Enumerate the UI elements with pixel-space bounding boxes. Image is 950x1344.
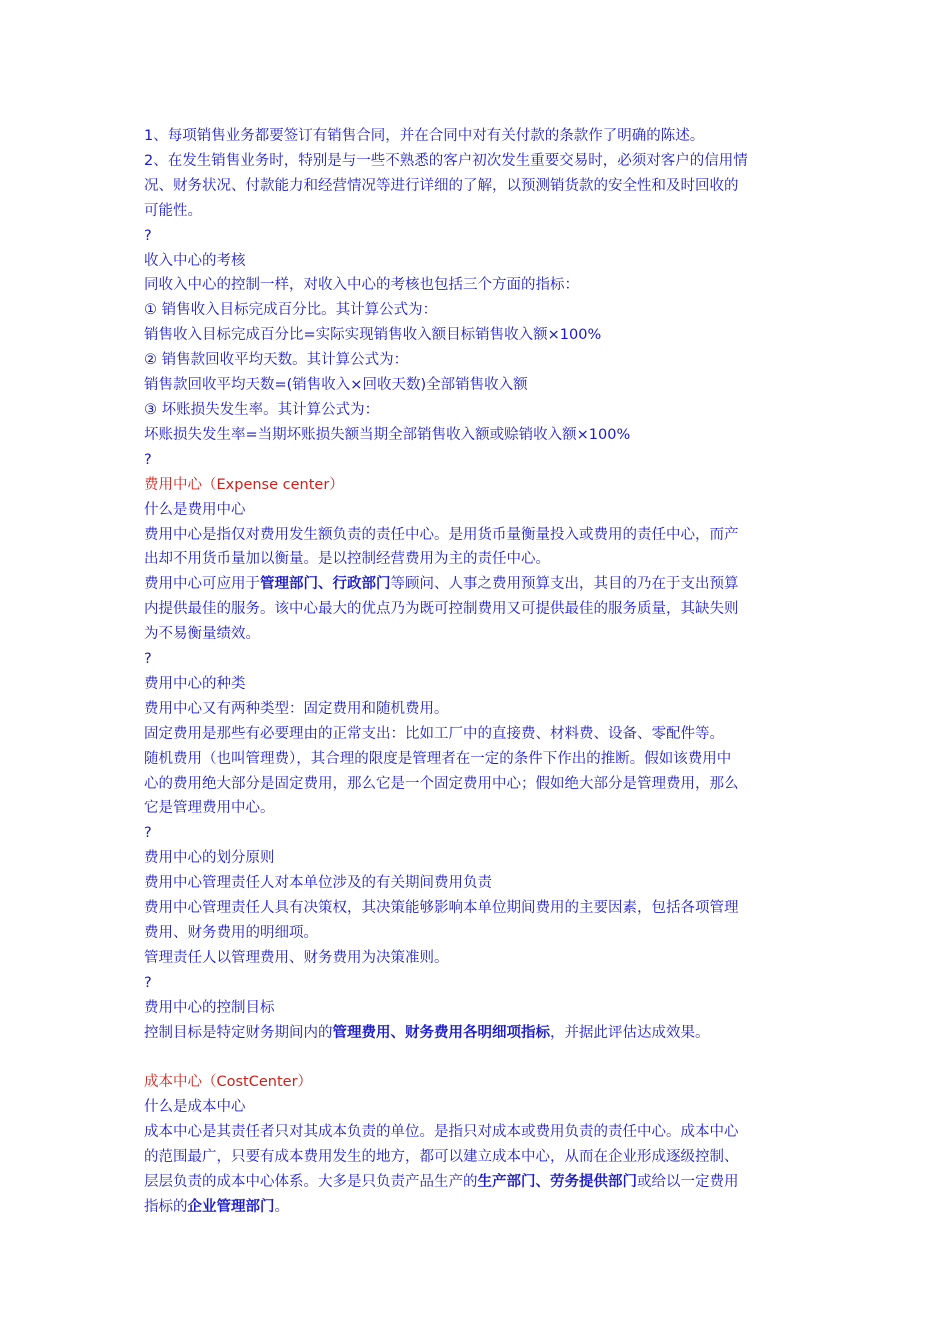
text-line: 收入中心的考核 (144, 252, 246, 269)
text-line: 销售收入目标完成百分比=实际实现销售收入额目标销售收入额×100% (144, 327, 602, 344)
text-line: 它是管理费用中心。 (144, 800, 275, 817)
text-line (144, 1021, 809, 1046)
bold-emphasis: 管理费用、财务费用各明细项指标 (332, 1024, 550, 1041)
text-run: 层层负责的成本中心体系。大多是只负责产品生产的 (144, 1174, 478, 1191)
text-line: 费用、财务费用的明细项。 (144, 925, 318, 941)
text-line: 出却不用货币量加以衡量。是以控制经营费用为主的责任中心。 (144, 551, 550, 568)
bold-emphasis: 管理部门、行政部门 (260, 576, 391, 593)
text-line: 成本中心是其责任者只对其成本负责的单位。是指只对成本或费用负责的责任中心。成本中心 (144, 1124, 739, 1141)
text-line: 为不易衡量绩效。 (144, 626, 260, 643)
section-heading: 费用中心（Expense center） (144, 476, 344, 493)
text-line: 什么是费用中心 (144, 501, 246, 518)
text-line: 什么是成本中心 (144, 1099, 246, 1116)
text-line: 坏账损失发生率=当期坏账损失额当期全部销售收入额或赊销收入额×100% (144, 426, 631, 443)
text-line: ? (144, 825, 152, 842)
text-line: 销售款回收平均天数=(销售收入×回收天数)全部销售收入额 (144, 377, 528, 394)
text-line: ② 销售款回收平均天数。其计算公式为： (144, 352, 409, 369)
text-run: 。 (274, 1198, 289, 1215)
text-run: 控制目标是特定财务期间内的 (144, 1024, 333, 1041)
text-line: 内提供最佳的服务。该中心最大的优点乃为既可控制费用又可提供最佳的服务质量，其缺失则 (144, 601, 739, 618)
text-run: ，并据此评估达成效果。 (550, 1024, 710, 1041)
text-line: 1、每项销售业务都要签订有销售合同，并在合同中对有关付款的条款作了明确的陈述。 (144, 128, 705, 144)
text-line: ? (144, 451, 152, 468)
text-run: 或给以一定费用 (637, 1174, 739, 1191)
bold-emphasis: 企业管理部门 (187, 1198, 275, 1215)
text-run: 指标的 (144, 1198, 188, 1215)
text-line: 费用中心的种类 (144, 675, 246, 692)
text-line (144, 1170, 809, 1195)
text-line: 心的费用绝大部分是固定费用，那么它是一个固定费用中心；假如绝大部分是管理费用，那么 (144, 775, 739, 792)
text-line: 的范围最广，只要有成本费用发生的地方，都可以建立成本中心，从而在企业形成逐级控制、 (144, 1149, 739, 1166)
section-heading: 成本中心（CostCenter） (144, 1074, 313, 1091)
text-line: 管理责任人以管理费用、财务费用为决策准则。 (144, 949, 449, 966)
text-line (144, 1195, 809, 1220)
text-line: 费用中心的控制目标 (144, 999, 275, 1016)
text-line: 费用中心管理责任人对本单位涉及的有关期间费用负责 (144, 875, 492, 892)
text-run: 费用中心可应用于 (144, 576, 260, 593)
text-line: 2、在发生销售业务时，特别是与一些不熟悉的客户初次发生重要交易时，必须对客户的信用情 (144, 152, 748, 169)
text-run: 等顾问、人事之费用预算支出，其目的乃在于支出预算 (390, 576, 739, 593)
text-line: 况、财务状况、付款能力和经营情况等进行详细的了解，以预测销货款的安全性和及时回收的 (144, 177, 739, 194)
text-line: ① 销售收入目标完成百分比。其计算公式为： (144, 302, 438, 319)
text-line: 费用中心的划分原则 (144, 850, 275, 867)
blank-line (144, 1046, 809, 1071)
text-line: ? (144, 974, 152, 991)
document-body (144, 124, 809, 1220)
bold-emphasis: 生产部门、劳务提供部门 (477, 1174, 637, 1191)
text-line: 可能性。 (144, 202, 202, 219)
text-line (144, 572, 809, 597)
text-line: 同收入中心的控制一样，对收入中心的考核也包括三个方面的指标： (144, 277, 579, 294)
text-line: 固定费用是那些有必要理由的正常支出：比如工厂中的直接费、材料费、设备、零配件等。 (144, 725, 724, 742)
text-line: ? (144, 227, 152, 244)
text-line: ③ 坏账损失发生率。其计算公式为： (144, 401, 380, 418)
text-line: 随机费用（也叫管理费），其合理的限度是管理者在一定的条件下作出的推断。假如该费用中 (144, 750, 732, 767)
text-line: 费用中心管理责任人具有决策权，其决策能够影响本单位期间费用的主要因素，包括各项管理 (144, 900, 739, 917)
text-line: 费用中心是指仅对费用发生额负责的责任中心。是用货币量衡量投入或费用的责任中心，而产 (144, 526, 739, 543)
text-line: 费用中心又有两种类型：固定费用和随机费用。 (144, 700, 449, 717)
text-line: ? (144, 651, 152, 668)
